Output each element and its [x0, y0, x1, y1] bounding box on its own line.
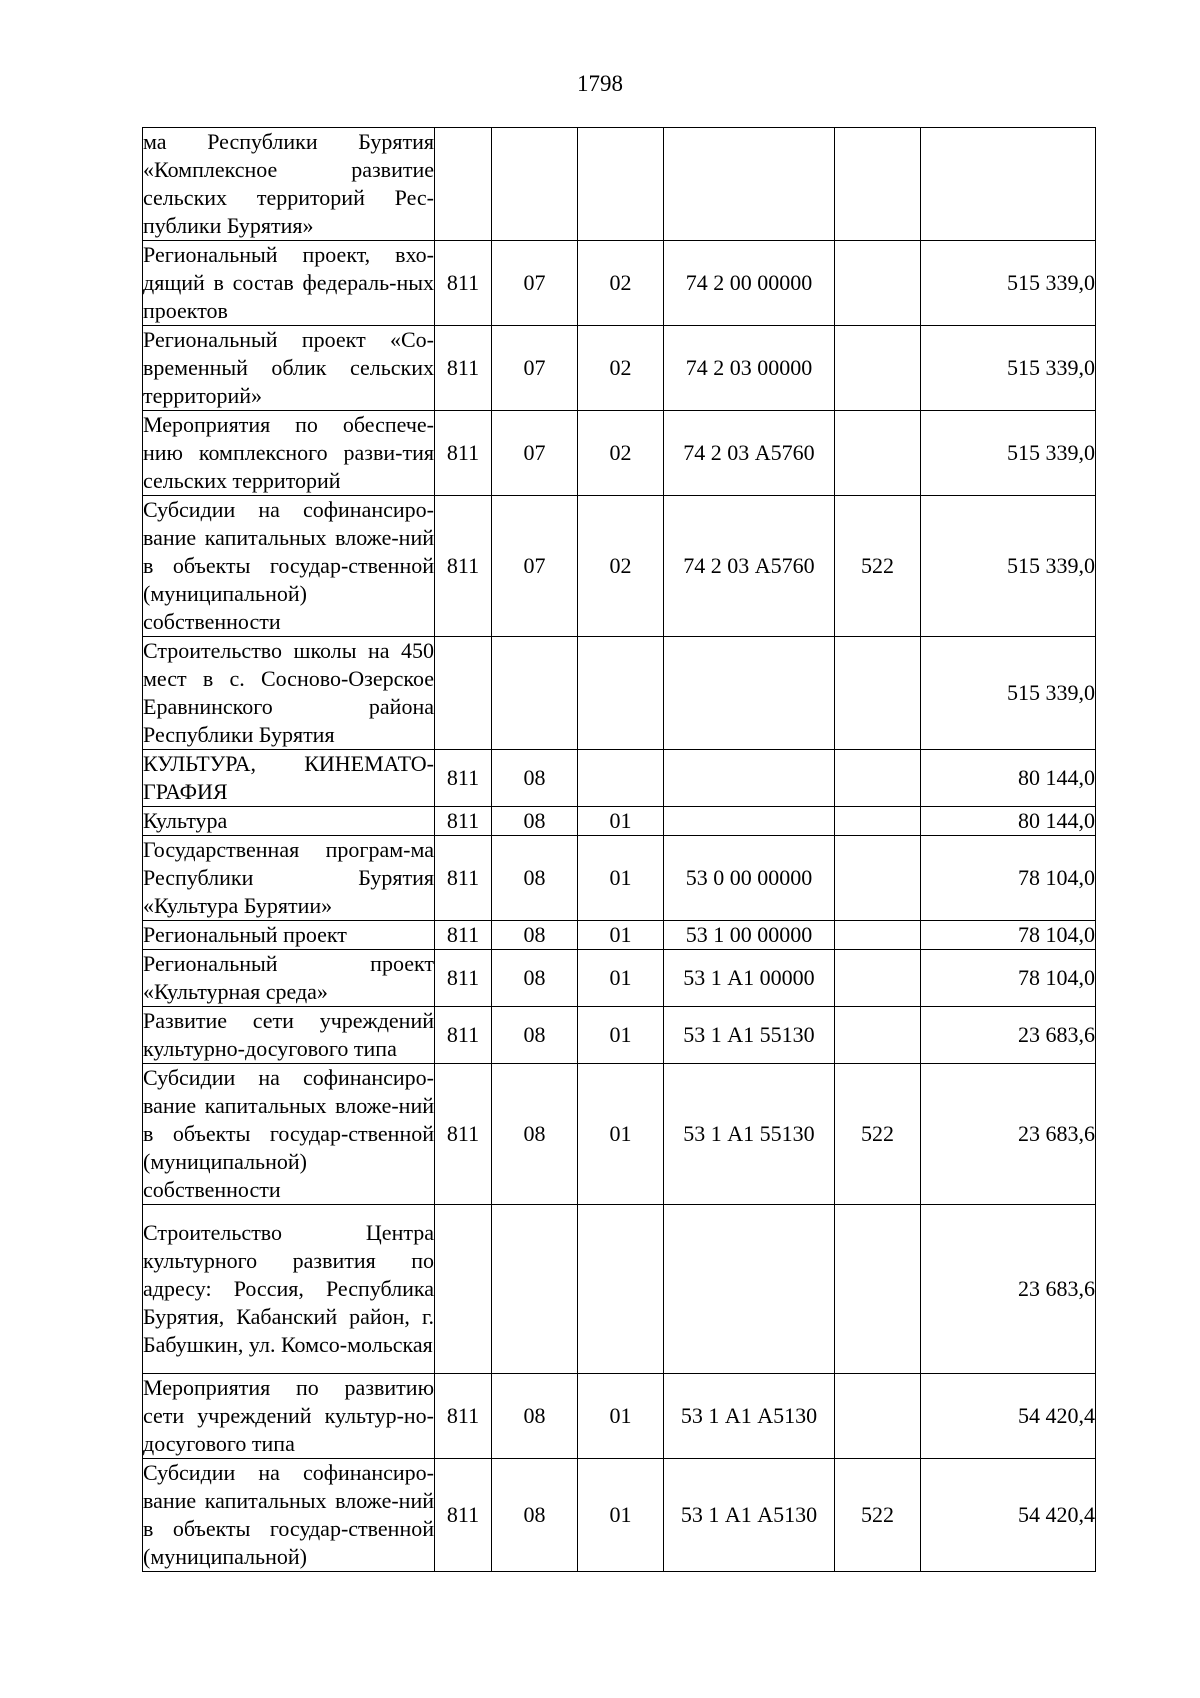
expense-type-code	[835, 326, 921, 411]
subsection-code: 01	[578, 836, 664, 921]
expense-type-code	[835, 411, 921, 496]
gr-code: 811	[435, 1374, 492, 1459]
target-article-code: 53 1 А1 00000	[664, 950, 835, 1007]
expense-type-code: 522	[835, 1459, 921, 1572]
section-code: 08	[492, 921, 578, 950]
row-name: Региональный проект, вхо-дящий в состав федераль-ных проектов	[143, 241, 435, 326]
expense-type-code	[835, 836, 921, 921]
gr-code: 811	[435, 1064, 492, 1205]
row-name: Субсидии на софинансиро-вание капитальных вложе-ний в объекты государ-ственной (муниципальной) собственности	[143, 496, 435, 637]
section-code: 07	[492, 326, 578, 411]
section-code: 08	[492, 1064, 578, 1205]
row-name: Мероприятия по развитию сети учреждений культур-но-досугового типа	[143, 1374, 435, 1459]
gr-code	[435, 637, 492, 750]
row-name: Развитие сети учреждений культурно-досугового типа	[143, 1007, 435, 1064]
table-row	[143, 836, 1096, 921]
section-code: 08	[492, 1374, 578, 1459]
subsection-code	[578, 637, 664, 750]
section-code: 08	[492, 807, 578, 836]
amount	[921, 128, 1096, 241]
gr-code: 811	[435, 326, 492, 411]
amount: 80 144,0	[921, 750, 1096, 807]
target-article-code: 74 2 03 00000	[664, 326, 835, 411]
expense-type-code: 522	[835, 1064, 921, 1205]
expense-type-code	[835, 807, 921, 836]
target-article-code: 74 2 03 А5760	[664, 411, 835, 496]
amount: 23 683,6	[921, 1064, 1096, 1205]
section-code: 07	[492, 496, 578, 637]
gr-code: 811	[435, 1007, 492, 1064]
gr-code: 811	[435, 750, 492, 807]
expense-type-code	[835, 1007, 921, 1064]
gr-code: 811	[435, 241, 492, 326]
target-article-code: 53 0 00 00000	[664, 836, 835, 921]
expense-type-code	[835, 637, 921, 750]
expense-type-code	[835, 950, 921, 1007]
amount: 515 339,0	[921, 411, 1096, 496]
target-article-code	[664, 1205, 835, 1374]
gr-code: 811	[435, 836, 492, 921]
gr-code: 811	[435, 496, 492, 637]
subsection-code: 01	[578, 950, 664, 1007]
section-code	[492, 128, 578, 241]
table-row	[143, 950, 1096, 1007]
target-article-code: 53 1 00 00000	[664, 921, 835, 950]
gr-code	[435, 1205, 492, 1374]
table-row	[143, 326, 1096, 411]
amount: 54 420,4	[921, 1459, 1096, 1572]
amount: 78 104,0	[921, 921, 1096, 950]
subsection-code: 02	[578, 326, 664, 411]
gr-code: 811	[435, 411, 492, 496]
gr-code	[435, 128, 492, 241]
expense-type-code	[835, 241, 921, 326]
expense-type-code	[835, 921, 921, 950]
row-name: Государственная програм-ма Республики Бурятия «Культура Бурятии»	[143, 836, 435, 921]
row-name: Региональный проект «Со-временный облик сельских территорий»	[143, 326, 435, 411]
amount: 54 420,4	[921, 1374, 1096, 1459]
expense-type-code	[835, 128, 921, 241]
amount: 23 683,6	[921, 1007, 1096, 1064]
row-name: Строительство Центра культурного развития по адресу: Россия, Республика Бурятия, Кабанский район, г. Бабушкин, ул. Комсо-мольская	[143, 1205, 435, 1374]
budget-table	[142, 127, 1096, 1572]
target-article-code: 53 1 А1 55130	[664, 1064, 835, 1205]
target-article-code: 53 1 А1 А5130	[664, 1459, 835, 1572]
row-name: Субсидии на софинансиро-вание капитальных вложе-ний в объекты государ-ственной (муниципальной)	[143, 1459, 435, 1572]
subsection-code: 02	[578, 496, 664, 637]
expense-type-code	[835, 750, 921, 807]
amount: 515 339,0	[921, 241, 1096, 326]
target-article-code	[664, 807, 835, 836]
gr-code: 811	[435, 921, 492, 950]
row-name: Мероприятия по обеспече-нию комплексного разви-тия сельских территорий	[143, 411, 435, 496]
subsection-code	[578, 1205, 664, 1374]
section-code: 08	[492, 750, 578, 807]
table-row	[143, 750, 1096, 807]
section-code	[492, 637, 578, 750]
section-code	[492, 1205, 578, 1374]
subsection-code	[578, 750, 664, 807]
amount: 515 339,0	[921, 496, 1096, 637]
table-row	[143, 807, 1096, 836]
target-article-code: 53 1 А1 А5130	[664, 1374, 835, 1459]
subsection-code: 01	[578, 807, 664, 836]
row-name: Культура	[143, 807, 435, 836]
target-article-code: 74 2 03 А5760	[664, 496, 835, 637]
table-row	[143, 1374, 1096, 1459]
row-name: Региональный проект «Культурная среда»	[143, 950, 435, 1007]
subsection-code: 01	[578, 1064, 664, 1205]
target-article-code	[664, 637, 835, 750]
subsection-code: 02	[578, 241, 664, 326]
subsection-code: 01	[578, 921, 664, 950]
section-code: 08	[492, 1007, 578, 1064]
table-row	[143, 921, 1096, 950]
table-row	[143, 496, 1096, 637]
row-name: Региональный проект	[143, 921, 435, 950]
page-number: 1798	[577, 71, 623, 96]
subsection-code: 02	[578, 411, 664, 496]
table-body	[143, 128, 1096, 1572]
gr-code: 811	[435, 1459, 492, 1572]
section-code: 08	[492, 950, 578, 1007]
target-article-code	[664, 750, 835, 807]
row-name: Строительство школы на 450 мест в с. Сосново-Озерское Еравнинского района Республики Бурятия	[143, 637, 435, 750]
target-article-code: 74 2 00 00000	[664, 241, 835, 326]
target-article-code	[664, 128, 835, 241]
table-row	[143, 128, 1096, 241]
row-name: Субсидии на софинансиро-вание капитальных вложе-ний в объекты государ-ственной (муниципальной) собственности	[143, 1064, 435, 1205]
amount: 515 339,0	[921, 637, 1096, 750]
table-row	[143, 1205, 1096, 1374]
amount: 78 104,0	[921, 950, 1096, 1007]
target-article-code: 53 1 А1 55130	[664, 1007, 835, 1064]
section-code: 07	[492, 241, 578, 326]
table-row	[143, 411, 1096, 496]
row-name: КУЛЬТУРА, КИНЕМАТО-ГРАФИЯ	[143, 750, 435, 807]
table-row	[143, 1459, 1096, 1572]
section-code: 08	[492, 1459, 578, 1572]
amount: 23 683,6	[921, 1205, 1096, 1374]
expense-type-code	[835, 1205, 921, 1374]
table-row	[143, 1007, 1096, 1064]
subsection-code: 01	[578, 1459, 664, 1572]
table-row	[143, 241, 1096, 326]
table-row	[143, 1064, 1096, 1205]
amount: 80 144,0	[921, 807, 1096, 836]
subsection-code: 01	[578, 1007, 664, 1064]
expense-type-code: 522	[835, 496, 921, 637]
subsection-code	[578, 128, 664, 241]
row-name: ма Республики Бурятия «Комплексное развитие сельских территорий Рес-публики Бурятия»	[143, 128, 435, 241]
expense-type-code	[835, 1374, 921, 1459]
amount: 78 104,0	[921, 836, 1096, 921]
gr-code: 811	[435, 807, 492, 836]
gr-code: 811	[435, 950, 492, 1007]
subsection-code: 01	[578, 1374, 664, 1459]
table-row	[143, 637, 1096, 750]
section-code: 08	[492, 836, 578, 921]
amount: 515 339,0	[921, 326, 1096, 411]
section-code: 07	[492, 411, 578, 496]
